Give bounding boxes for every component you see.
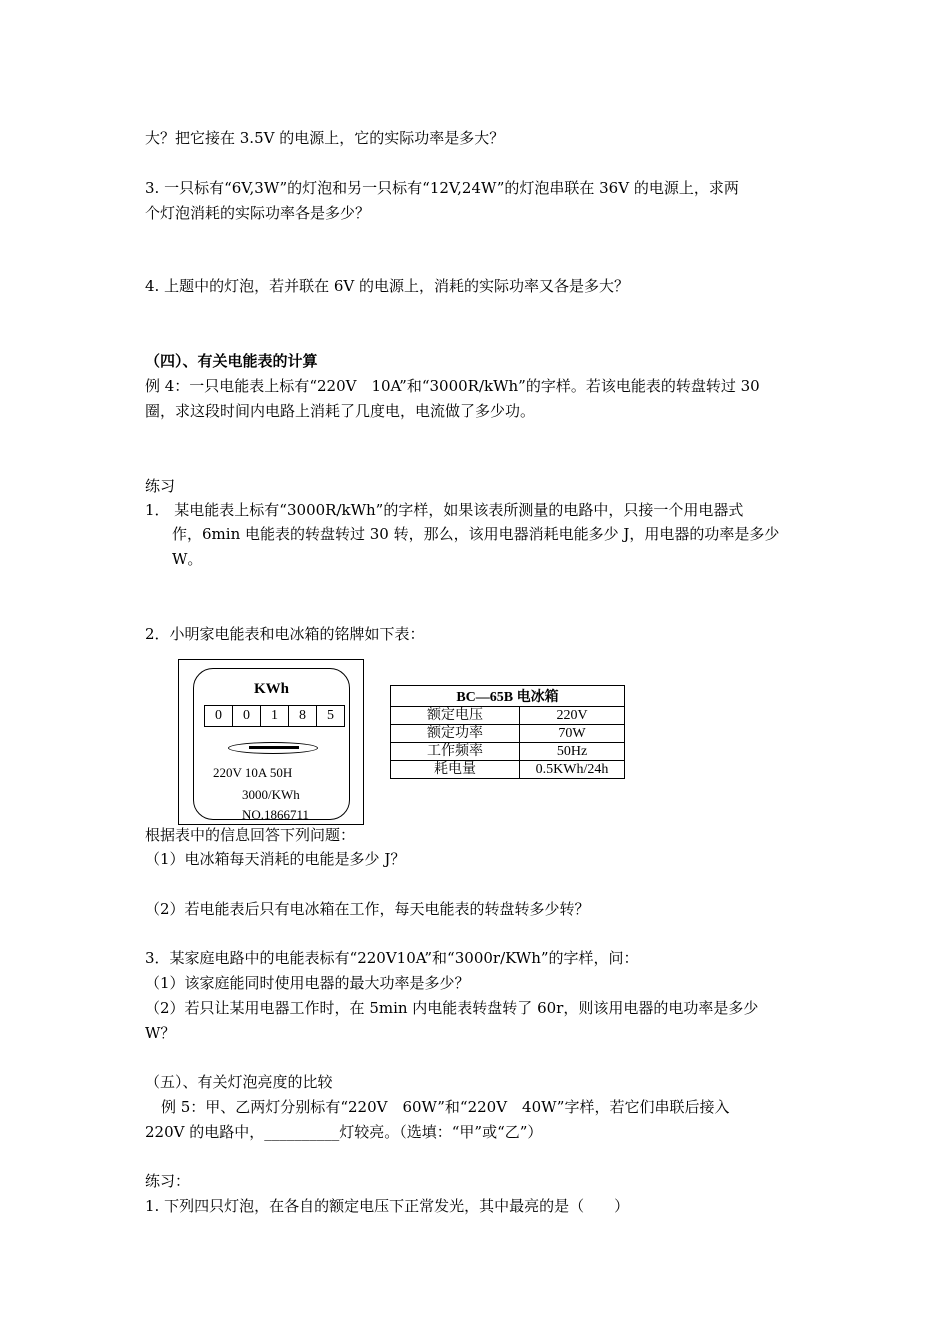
table-row (391, 707, 625, 725)
practice-1-line-1: 1． 某电能表上标有“3000R/kWh”的字样，如果该表所测量的电路中，只接一个用电器式 (145, 501, 744, 519)
practice-3-q2-line-1: （2）若只让某用电器工作时，在 5min 内电能表转盘转了 60r，则该用电器的电功率是多少 (145, 999, 759, 1017)
spec-value: 50Hz (520, 743, 625, 761)
fridge-title: BC—65B 电冰箱 (391, 686, 625, 707)
last-question: 1. 下列四只灯泡，在各自的额定电压下正常发光，其中最亮的是（ ） (145, 1197, 630, 1215)
practice-heading-2: 练习： (145, 1172, 191, 1190)
section-5-title: （五）、有关灯泡亮度的比较 (145, 1073, 333, 1091)
practice-1-line-3: W。 (172, 550, 203, 568)
practice-2: 2．小明家电能表和电冰箱的铭牌如下表： (145, 625, 425, 643)
question-2: （2）若电能表后只有电冰箱在工作，每天电能表的转盘转多少转？ (145, 900, 590, 918)
example-5-line-2: 220V 的电路中，__________灯较亮。（选填：“甲”或“乙”） (145, 1123, 543, 1141)
energy-meter (178, 659, 364, 825)
meter-disk-icon (228, 742, 318, 754)
questions-intro: 根据表中的信息回答下列问题： (145, 826, 356, 844)
spec-label: 工作频率 (391, 743, 520, 761)
spec-value: 70W (520, 725, 625, 743)
fridge-nameplate (390, 685, 625, 779)
meter-digit: 0 (233, 706, 261, 726)
meter-digit: 5 (327, 708, 334, 723)
spec-label: 额定功率 (391, 725, 520, 743)
example-4-line-1: 例 4：一只电能表上标有“220V 10A”和“3000R/kWh”的字样。若该电能表的转盘转过 30 (145, 377, 760, 395)
meter-unit: KWh (253, 681, 289, 697)
meter-serial: NO.1866711 (242, 807, 310, 822)
spec-label: 额定电压 (391, 707, 520, 725)
practice-heading: 练习 (145, 477, 176, 495)
example-5-line-1: 例 5：甲、乙两灯分别标有“220V 60W”和“220V 40W”字样，若它们串联后接入 (161, 1098, 730, 1116)
example-4-line-2: 圈，求这段时间内电路上消耗了几度电，电流做了多少功。 (145, 402, 536, 420)
meter-digit: 0 (205, 706, 233, 726)
meter-face (193, 668, 350, 820)
table-row (391, 743, 625, 761)
table-row (391, 725, 625, 743)
meter-constant: 3000/KWh (242, 787, 300, 802)
meter-rating: 220V 10A 50H (213, 765, 293, 780)
practice-3-q1: （1）该家庭能同时使用电器的最大功率是多少？ (145, 974, 470, 992)
practice-3-q2-line-2: W？ (145, 1024, 176, 1042)
line-4: 4. 上题中的灯泡，若并联在 6V 的电源上，消耗的实际功率又各是多大？ (145, 277, 629, 295)
meter-digits (204, 705, 345, 727)
spec-value: 220V (520, 707, 625, 725)
section-4-title: （四）、有关电能表的计算 (145, 352, 318, 370)
line-3: 个灯泡消耗的实际功率各是多少？ (145, 204, 371, 222)
practice-3: 3．某家庭电路中的电能表标有“220V10A”和“3000r/KWh”的字样，问： (145, 949, 639, 967)
line-1: 大？把它接在 3.5V 的电源上，它的实际功率是多大？ (145, 129, 505, 147)
table-row (391, 761, 625, 779)
practice-1-line-2: 作，6min 电能表的转盘转过 30 转，那么，该用电器消耗电能多少 J，用电器的功率是多少 (172, 525, 780, 543)
spec-value: 0.5KWh/24h (520, 761, 625, 779)
meter-digit: 8 (289, 706, 317, 726)
meter-digit: 1 (261, 706, 289, 726)
line-2: 3. 一只标有“6V,3W”的灯泡和另一只标有“12V,24W”的灯泡串联在 36V 的电源上，求两 (145, 179, 739, 197)
question-1: （1）电冰箱每天消耗的电能是多少 J？ (145, 850, 406, 868)
spec-label: 耗电量 (391, 761, 520, 779)
